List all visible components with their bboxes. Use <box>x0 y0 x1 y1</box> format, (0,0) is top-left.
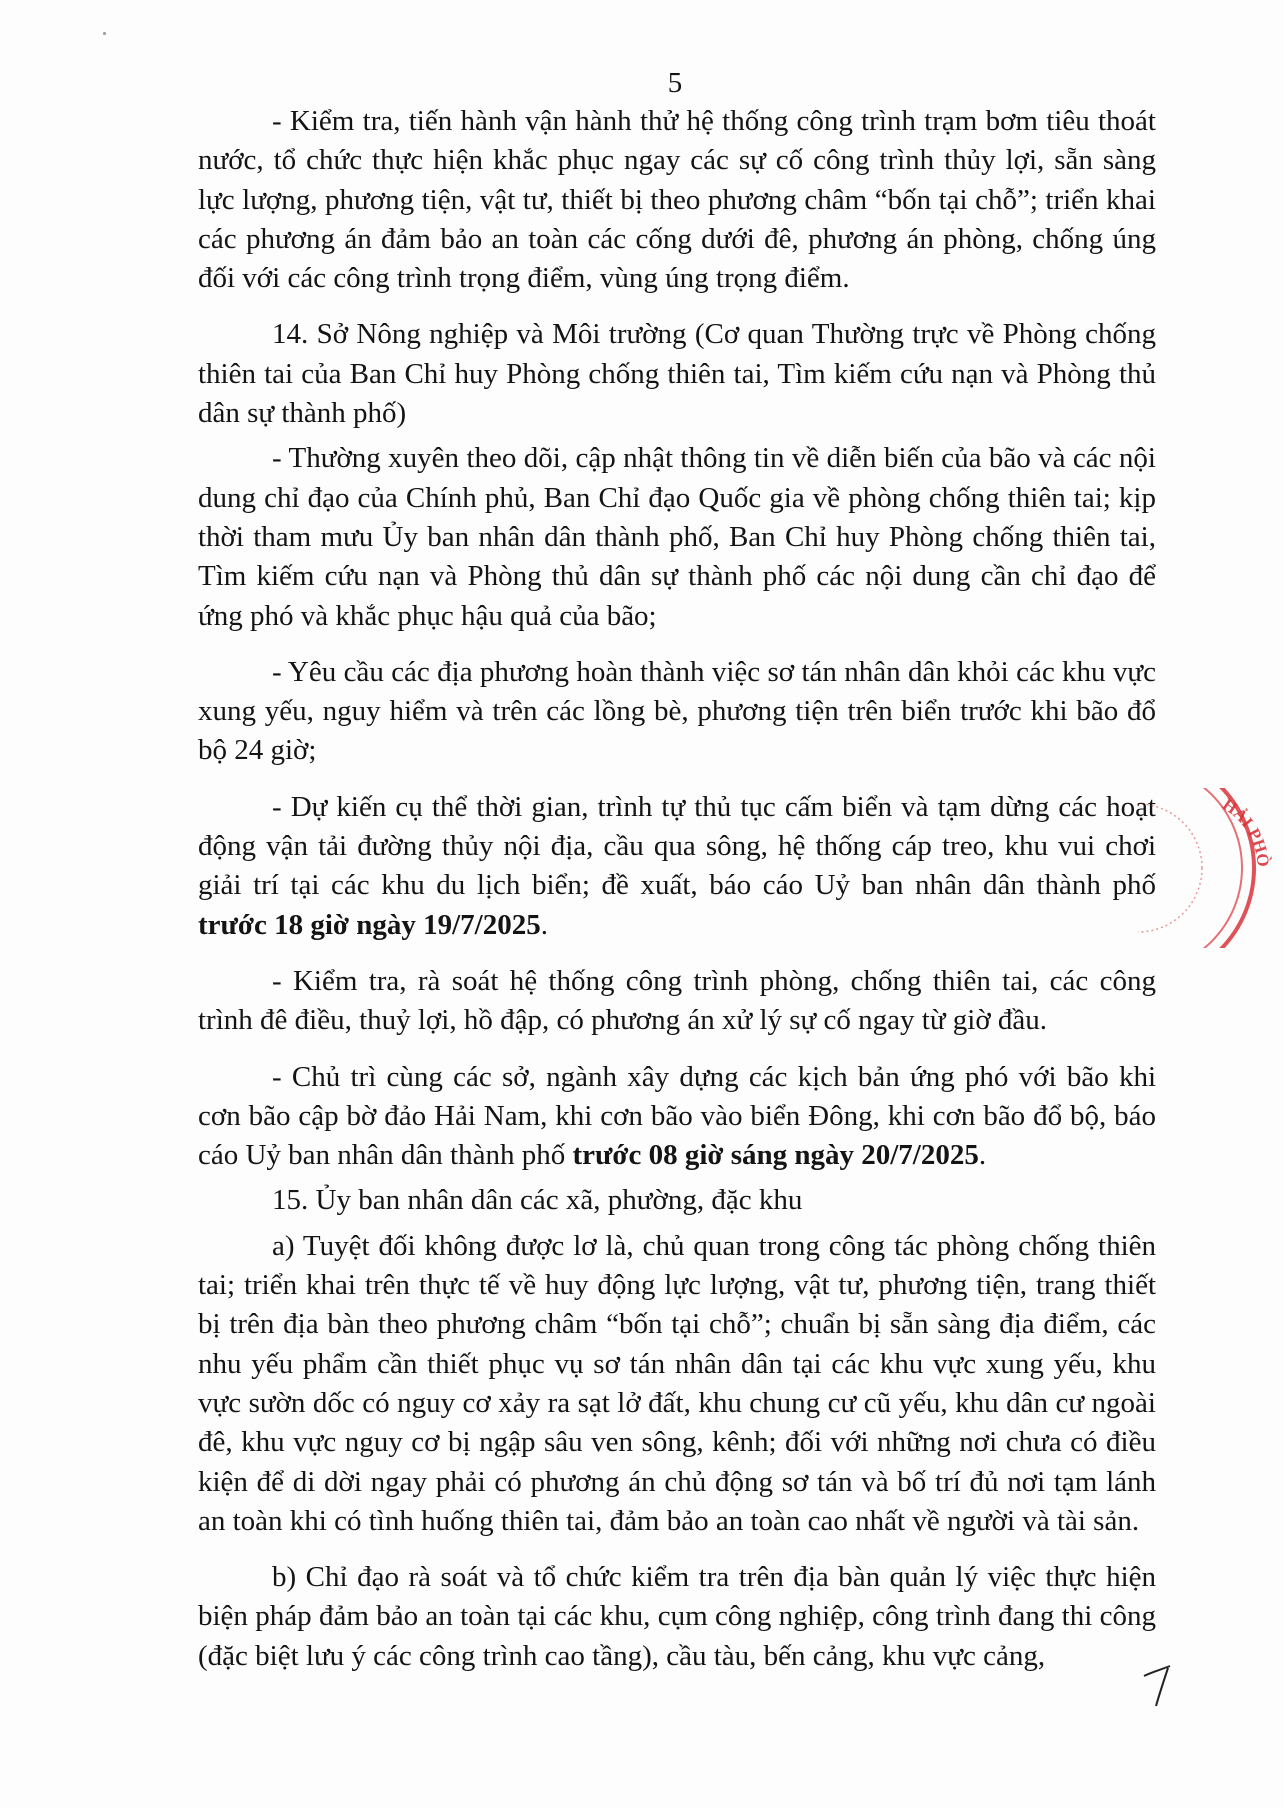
paragraph-text: - Yêu cầu các địa phương hoàn thành việc sơ tán nhân dân khỏi các khu vực xung yếu, nguy hiểm và trên các lồng bè, phương tiện trên biển trước khi bão đổ bộ 24 giờ; <box>198 655 1156 767</box>
paragraph-tail: . <box>978 1139 987 1172</box>
initial-mark-icon <box>1138 1662 1178 1710</box>
paragraph-text: b) Chỉ đạo rà soát và tổ chức kiểm tra trên địa bàn quản lý việc thực hiện biện pháp đảm bảo an toàn tại các khu, cụm công nghiệp, công trình đang thi công (đặc biệt lưu ý các công trình cao tầng), cầu tàu, bến cảng, khu vực cảng, <box>198 1561 1156 1672</box>
paragraph-text: - Dự kiến cụ thể thời gian, trình tự thủ tục cấm biển và tạm dừng các hoạt động vận tải đường thủy nội địa, cầu qua sông, hệ thống cáp treo, khu vui chơi giải trí tại các khu du lịch biển; đề xuất, báo cáo Uỷ ban nhân dân thành phố <box>198 790 1156 902</box>
document-body <box>198 102 1156 1676</box>
paragraph-item-a <box>198 1227 1156 1541</box>
paragraph-text: 15. Ủy ban nhân dân các xã, phường, đặc khu <box>272 1184 803 1217</box>
paragraph-heading-14 <box>198 315 1156 433</box>
paragraph-item-b <box>198 1558 1156 1676</box>
paragraph-text: - Thường xuyên theo dõi, cập nhật thông tin về diễn biến của bão và các nội dung chỉ đạo của Chính phủ, Ban Chỉ đạo Quốc gia về phòng chống thiên tai; kịp thời tham mưu Ủy ban nhân dân thành phố, Ban Chỉ huy Phòng chống thiên tai, Tìm kiếm cứu nạn và Phòng thủ dân sự thành phố các nội dung cần chỉ đạo để ứng phó và khắc phục hậu quả của bão; <box>198 442 1156 632</box>
deadline-text: trước 08 giờ sáng ngày 20/7/2025 <box>572 1139 979 1172</box>
seal-graphic <box>1138 788 1284 948</box>
paragraph-sea-ban <box>198 788 1156 945</box>
paragraph-text: - Kiểm tra, tiến hành vận hành thử hệ thống công trình trạm bơm tiêu thoát nước, tổ chức thực hiện khắc phục ngay các sự cố công trình thủy lợi, sẵn sàng lực lượng, phương tiện, vật tư, thiết bị theo phương châm “bốn tại chỗ”; triển khai các phương án đảm bảo an toàn các cống dưới đê, phương án phòng, chống úng đối với các công trình trọng điểm, vùng úng trọng điểm. <box>198 105 1156 295</box>
seal-text: HẢI PHÒ <box>1219 794 1273 868</box>
deadline-text: trước 18 giờ ngày 19/7/2025 <box>198 908 541 941</box>
paragraph-monitor-storm <box>198 439 1156 635</box>
paragraph-tail: . <box>540 908 548 941</box>
paragraph-text: 14. Sở Nông nghiệp và Môi trường (Cơ quan Thường trực về Phòng chống thiên tai của Ban Chỉ huy Phòng chống thiên tai, Tìm kiếm cứu nạn và Phòng thủ dân sự thành phố) <box>198 318 1156 430</box>
svg-text:HẢI PHÒ <box>1219 795 1273 868</box>
page-number: 5 <box>667 67 683 99</box>
paragraph-text: - Chủ trì cùng các sở, ngành xây dựng các kịch bản ứng phó với bão khi cơn bão cập bờ đảo Hải Nam, khi cơn bão vào biển Đông, khi cơn bão đổ bộ, báo cáo Uỷ ban nhân dân thành phố <box>198 1060 1156 1172</box>
paragraph-text: - Kiểm tra, rà soát hệ thống công trình phòng, chống thiên tai, các công trình đê điều, thuỷ lợi, hồ đập, có phương án xử lý sự cố ngay từ giờ đầu. <box>198 964 1156 1037</box>
paragraph-text: a) Tuyệt đối không được lơ là, chủ quan trong công tác phòng chống thiên tai; triển khai trên thực tế về huy động lực lượng, vật tư, phương tiện, trang thiết bị trên địa bàn theo phương châm “bốn tại chỗ”; chuẩn bị sẵn sàng địa điểm, các nhu yếu phẩm cần thiết phục vụ sơ tán nhân dân tại các khu vực xung yếu, khu vực sườn dốc có nguy cơ xảy ra sạt lở đất, khu chung cư cũ yếu, khu dân cư ngoài đê, khu vực nguy cơ bị ngập sâu ven sông, kênh; đối với những nơi chưa có điều kiện để di dời ngay phải có phương án chủ động sơ tán và bố trí đủ nơi tạm lánh an toàn khi có tình huống thiên tai, đảm bảo an toàn cao nhất về người và tài sản. <box>198 1229 1156 1537</box>
red-seal-stamp <box>1138 788 1284 948</box>
paragraph-heading-15 <box>198 1181 1156 1220</box>
paragraph-dyke-check <box>198 962 1156 1041</box>
paragraph-pump-station-check <box>198 102 1156 298</box>
scan-artifact-dot <box>103 32 106 35</box>
paragraph-scenarios <box>198 1058 1156 1176</box>
paragraph-evacuation <box>198 653 1156 771</box>
